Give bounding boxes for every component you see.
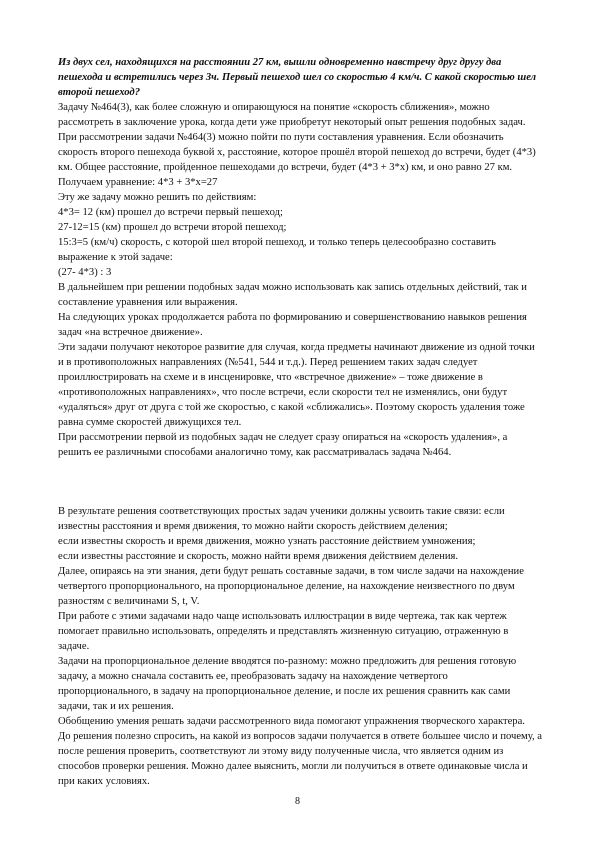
paragraph: Эти задачи получают некоторое развитие для случая, когда предметы начинают движение из одной точки и в противоположных направлениях (№541, 544 и т.д.). Перед решением таких задач следует проиллюстрировать на схеме и в инсценировке, что «встречное движение» – тоже движение в «противоположных направлениях», что после встречи, если скорости тел не изменялись, они будут «удаляться» друг от друга с той же скоростью, с какой «сближались». Поэтому скорость удаления тоже равна сумме скоростей движущихся тел. bbox=[58, 342, 535, 428]
paragraphs-top bbox=[58, 100, 542, 460]
paragraph: До решения полезно спросить, на какой из вопросов задачи получается в ответе большее число и почему, а после решения проверить, соответствуют ли этому виду полученные числа, что является одним из способов проверки решения. Можно далее выяснить, могли ли получиться в ответе одинаковые числа и при каких условиях. bbox=[58, 731, 542, 787]
paragraph: На следующих уроках продолжается работа по формированию и совершенствованию навыков решения задач «на встречное движение». bbox=[58, 312, 527, 338]
paragraph: При рассмотрении задачи №464(3) можно пойти по пути составления уравнения. Если обозначить скорость второго пешехода буквой x, расстояние, которое прошёл второй пешеход до встречи, будет (4*3) км. Общее расстояние, пройденное пешеходами до встречи, будет (4*3 + 3*x) км, и оно равно 27 км. Получаем уравнение: 4*3 + 3*x=27 bbox=[58, 132, 536, 188]
task-statement: Из двух сел, находящихся на расстоянии 27 км, вышли одновременно навстречу друг другу два пешехода и встретились через 3ч. Первый пешеход шел со скоростью 4 км/ч. С какой скоростью шел второй пешеход? bbox=[58, 57, 537, 98]
paragraph: Далее, опираясь на эти знания, дети будут решать составные задачи, в том числе задачи на нахождение четвертого пропорционального, на пропорциональное деление, на нахождение неизвестного по двум разностям с величинами S, t, V. bbox=[58, 566, 524, 607]
paragraph: (27- 4*3) : 3 bbox=[58, 267, 112, 278]
paragraph: Задачи на пропорциональное деление вводятся по-разному: можно предложить для решения готовую задачу, а можно сначала составить ее, преобразовать задачу на нахождение четвертого пропорционального, в задачу на пропорциональное деление, и после их решения сравнить как сами задачи, так и их решения. bbox=[58, 656, 517, 712]
paragraph: В дальнейшем при решении подобных задач можно использовать как запись отдельных действий, так и составление уравнения или выражения. bbox=[58, 282, 527, 308]
document-body bbox=[58, 55, 542, 789]
paragraph: В результате решения соответствующих простых задач ученики должны усвоить такие связи: если известны расстояния и время движения, то можно найти скорость действием деления; bbox=[58, 506, 505, 532]
paragraph: 27-12=15 (км) прошел до встречи второй пешеход; bbox=[58, 222, 287, 233]
paragraph: При работе с этими задачами надо чаще использовать иллюстрации в виде чертежа, так как чертеж помогает правильно использовать, определять и представлять жизненную ситуацию, отраженную в задаче. bbox=[58, 611, 509, 652]
paragraph: 15:3=5 (км/ч) скорость, с которой шел второй пешеход, и только теперь целесообразно составить выражение к этой задаче: bbox=[58, 237, 496, 263]
paragraphs-bottom bbox=[58, 504, 542, 789]
paragraph: 4*3= 12 (км) прошел до встречи первый пешеход; bbox=[58, 207, 283, 218]
paragraph: если известны скорость и время движения, можно узнать расстояние действием умножения; bbox=[58, 536, 476, 547]
section-gap bbox=[58, 460, 542, 504]
paragraph: Эту же задачу можно решить по действиям: bbox=[58, 192, 257, 203]
page-number: 8 bbox=[295, 796, 300, 807]
paragraph: При рассмотрении первой из подобных задач не следует сразу опираться на «скорость удаления», а решить ее различными способами аналогично тому, как рассматривалась задача №464. bbox=[58, 432, 508, 458]
paragraph: если известны расстояние и скорость, можно найти время движения действием деления. bbox=[58, 551, 459, 562]
paragraph: Обобщению умения решать задачи рассмотренного вида помогают упражнения творческого характера. bbox=[58, 716, 525, 727]
paragraph: Задачу №464(3), как более сложную и опирающуюся на понятие «скорость сближения», можно рассмотреть в заключение урока, когда дети уже приобретут некоторый опыт решения подобных задач. bbox=[58, 102, 526, 128]
